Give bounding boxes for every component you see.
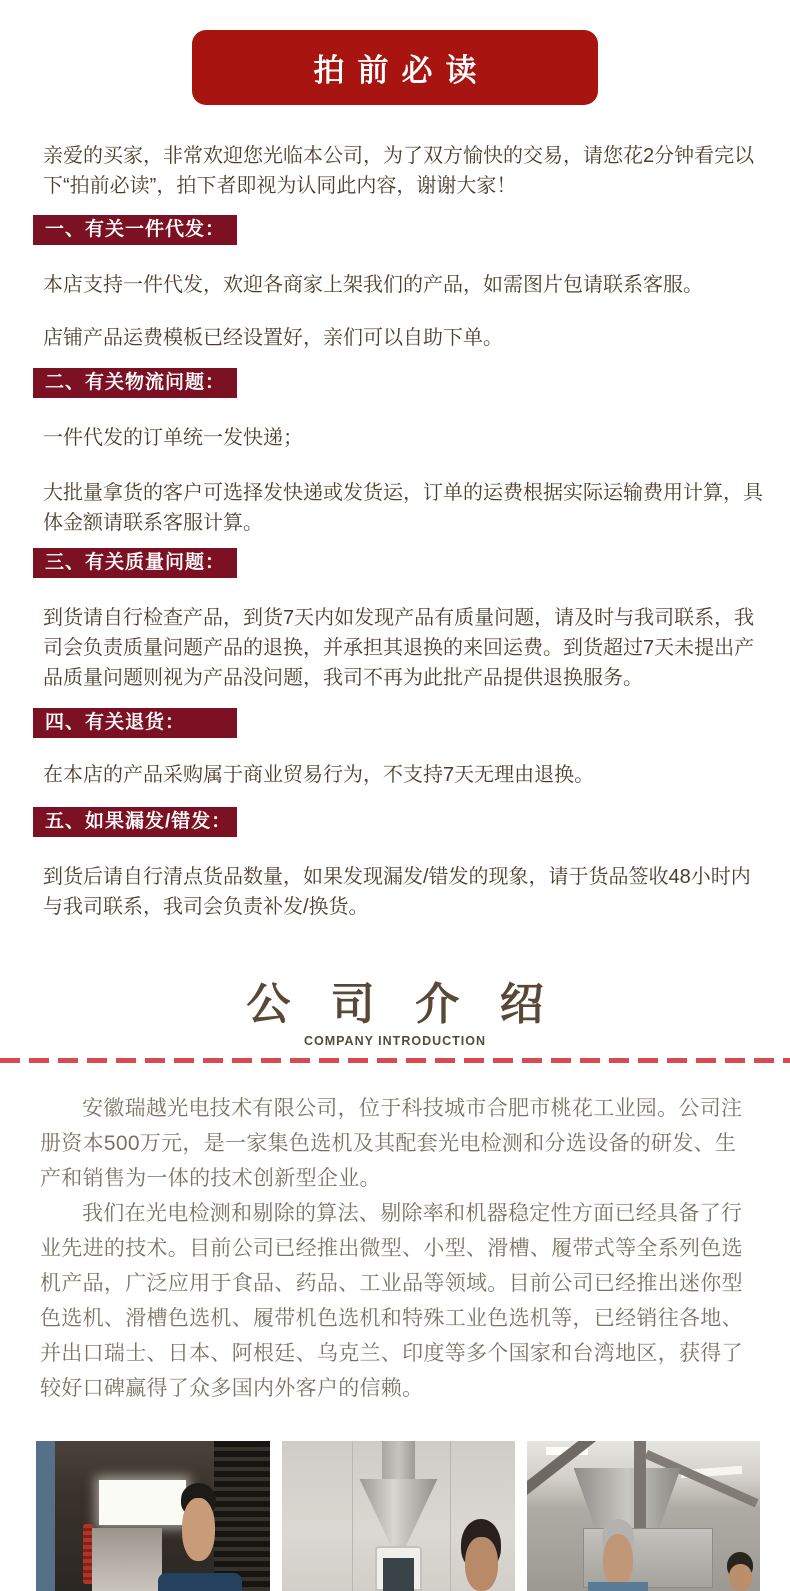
photo-decoration	[574, 1468, 681, 1494]
section-heading-bar	[33, 548, 237, 578]
photo-decoration	[450, 1441, 451, 1494]
company-photo-sorter-machine	[282, 1441, 515, 1494]
photo-decoration	[36, 1441, 55, 1494]
company-intro-body	[0, 1063, 790, 1406]
company-paragraph: 我们在光电检测和剔除的算法、剔除率和机器稳定性方面已经具备了行业先进的技术。目前公司已经推出微型、小型、滑槽、履带式等全系列色选机产品，广泛应用于食品、药品、工业品等领域。目前公司已经推出迷你型色选机、滑槽色选机、履带机色选机和特殊工业色选机等，已经销往各地、并出口瑞士、日本、阿根廷、乌克兰、印度等多个国家和台湾地区，获得了较好口碑赢得了众多国内外客户的信赖。	[40, 1202, 743, 1400]
company-intro-subtitle: COMPANY INTRODUCTION	[303, 1034, 487, 1048]
company-paragraph: 安徽瑞越光电技术有限公司，位于科技城市合肥市桃花工业园。公司注册资本500万元，是一家集色选机及其配套光电检测和分选设备的研发、生产和销售为一体的技术创新型企业。	[40, 1097, 743, 1190]
section-heading: 四、有关退货：	[45, 712, 186, 733]
section-paragraph: 一件代发的订单统一发快递；	[43, 427, 303, 449]
photo-decoration	[634, 1441, 646, 1494]
notice-section-missing-wrong-items	[0, 807, 790, 922]
section-heading-bar	[33, 368, 237, 398]
notice-section-dropshipping	[0, 215, 790, 353]
photo-decoration	[352, 1441, 353, 1494]
section-heading-bar	[33, 708, 237, 738]
photo-decoration	[382, 1441, 415, 1480]
photo-decoration	[214, 1441, 270, 1494]
section-paragraph: 到货后请自行清点货品数量，如果发现漏发/错发的现象，请于货品签收48小时内与我司联系，我司会负责补发/换货。	[43, 866, 751, 918]
notice-section-quality	[0, 548, 790, 693]
section-heading: 一、有关一件代发：	[45, 219, 226, 240]
notice-section-returns	[0, 708, 790, 790]
company-photo-factory-visit	[527, 1441, 760, 1494]
photo-decoration	[181, 1483, 216, 1494]
header-banner	[192, 30, 598, 105]
company-intro-header	[0, 980, 790, 1049]
section-paragraph: 在本店的产品采购属于商业贸易行为，不支持7天无理由退换。	[43, 764, 595, 786]
page-title: 拍前必读	[313, 53, 490, 88]
section-body	[0, 837, 790, 922]
section-body	[0, 738, 790, 790]
company-photo-warehouse-worker	[36, 1441, 270, 1494]
section-paragraph: 店铺产品运费模板已经设置好，亲们可以自助下单。	[43, 327, 503, 349]
company-photo-strip	[0, 1441, 790, 1494]
section-heading: 二、有关物流问题：	[45, 372, 226, 393]
section-paragraph: 到货请自行检查产品，到货7天内如发现产品有质量问题，请及时与我司联系，我司会负责质量问题产品的退换，并承担其退换的来回运费。到货超过7天未提出产品质量问题则视为产品没问题，我司不再为此批产品提供退换服务。	[43, 607, 755, 689]
section-paragraph: 大批量拿货的客户可选择发快递或发货运，订单的运费根据实际运输费用计算，具体金额请联系客服计算。	[43, 482, 763, 534]
section-heading: 三、有关质量问题：	[45, 552, 226, 573]
section-body	[0, 245, 790, 353]
section-body	[0, 398, 790, 538]
intro-block	[0, 105, 790, 201]
photo-decoration	[99, 1480, 186, 1494]
intro-paragraph: 亲爱的买家，非常欢迎您光临本公司，为了双方愉快的交易，请您花2分钟看完以下“拍前必读”，拍下者即视为认同此内容，谢谢大家！	[43, 145, 755, 197]
section-heading-bar	[33, 807, 237, 837]
section-heading: 五、如果漏发/错发：	[45, 811, 232, 832]
section-paragraph: 本店支持一件代发，欢迎各商家上架我们的产品，如需图片包请联系客服。	[43, 274, 703, 296]
photo-decoration	[352, 1479, 445, 1495]
section-body	[0, 578, 790, 693]
section-heading-bar	[33, 215, 237, 245]
company-intro-title: 公 司 介 绍	[246, 980, 558, 1029]
notice-section-logistics	[0, 368, 790, 538]
